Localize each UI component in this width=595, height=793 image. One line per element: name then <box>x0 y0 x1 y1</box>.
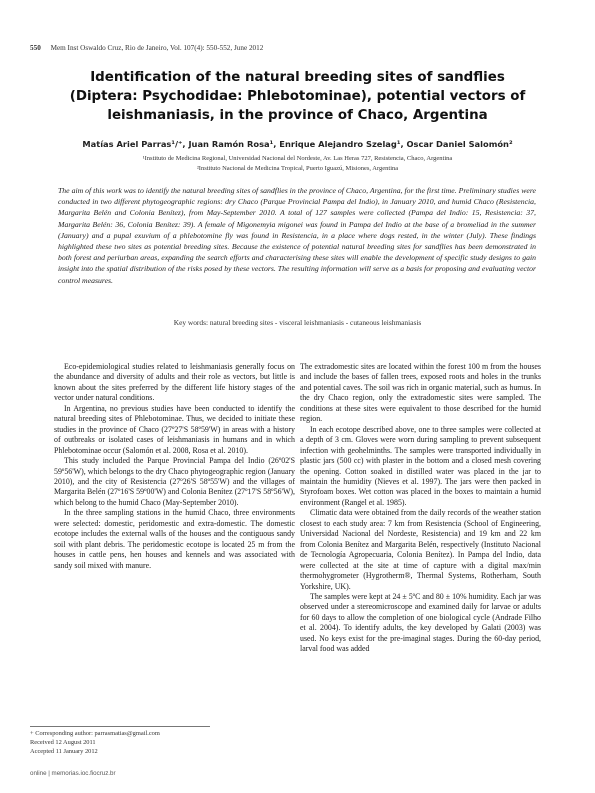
abstract: The aim of this work was to identify the natural breeding sites of sandflies in the province of Chaco, Argentina, for the first time. Preliminary studies were conducted in two different phytogeographic regions: dry Chaco (Parque Provincial Pampa del Indio), in January 2010, and humid Chaco (Resistencia, Margarita Belén and Colonia Benítez), from May-September 2010. A total of 127 samples were collected (Pampa del Indio: 15, Resistencia: 37, Margarita Belén: 36, Colonia Benítez: 39). A female of Migonemyia migonei was found in Pampa del Indio at the base of a bromeliad in the summer (January) and a pupal exuvium of a phlebotomine fly was found in Resistencia, in a place where dogs rested, in the winter (July). These findings highlighted these two sites as potential breeding sites. Because the existence of potential natural breeding sites for sandflies has been demonstrated in both forest and periurban areas, expanding the search efforts and characterising these sites will enable the development of specific study designs to gain insight into the spatial distribution of the risks posed by these vectors. The resulting information will serve as a basis for proposing and evaluating vector control measures. <box>58 186 536 285</box>
page-footer: online | memorias.ioc.fiocruz.br <box>30 770 116 777</box>
paragraph: This study included the Parque Provincial Pampa del Indio (26º02'S 59º56'W), which belongs to the dry Chaco phytogeographic region (January 2010), and the city of Resistencia (27º26'S 58º55'W) and the villages of Margarita Belén (27º16'S 59º00'W) and Colonia Benítez (27º17'S 58º56'W), which belong to the humid Chaco (May-September 2010). <box>54 456 295 507</box>
footnote-divider <box>30 726 210 727</box>
paragraph: In the three sampling stations in the humid Chaco, three environments were selected: domestic, peridomestic and extra-domestic. The domestic ecotope includes the external walls of the houses and the contiguous sandy soil with plant debris. The peridomestic ecotope is located 25 m from the houses in cattle pens, hen houses and kennels and was associated with sandy soil mixed with manure. <box>54 508 295 570</box>
received-date: Received 12 August 2011 <box>30 739 96 746</box>
running-header <box>30 44 263 52</box>
paragraph: In each ecotope described above, one to three samples were collected at a depth of 3 cm. Gloves were worn during sampling to prevent subsequent infection with geohelminths. The samples were transported individually in plastic jars (500 cc) with plaster in the bottom and a closed mesh covering the opening. Cotton soaked in distilled water was placed in the jar to maintain the humidity (Nieves et al. 1997). The jars were then packed in Styrofoam boxes. Wet cotton was placed in the boxes to maintain a humid environment (Rangel et al. 1985). <box>300 424 541 507</box>
article-title: Identification of the natural breeding sites of sandflies (Diptera: Psychodidae: Phlebotominae), potential vectors of leishmaniasis, in the province of Chaco, Argentina <box>69 70 526 123</box>
paragraph: The samples were kept at 24 ± 5ºC and 80 ± 10% humidity. Each jar was observed under a stereomicroscope and examined daily for larvae or adults for 60 days to allow the completion of one biological cycle (Andrade Filho et al. 2004). To identify adults, the key developed by Galati (2003) was used. No keys exist for the pre-imaginal stages. During the 60-day period, larval food was added <box>300 591 541 654</box>
journal-citation: Mem Inst Oswaldo Cruz, Rio de Janeiro, Vol. 107(4): 550-552, June 2012 <box>50 44 264 52</box>
keywords: Key words: natural breeding sites - visceral leishmaniasis - cutaneous leishmaniasis <box>173 318 422 327</box>
footnotes <box>30 729 160 756</box>
body-column-right <box>300 362 541 655</box>
corresponding-author: + Corresponding author: parrasmatias@gmail.com <box>30 730 160 737</box>
paragraph: Eco-epidemiological studies related to leishmaniasis generally focus on the abundance and diversity of adults and their role as vectors, but little is known about the sites preferred by the different life history stages of the vector under natural conditions. <box>54 362 295 403</box>
paragraph: Climatic data were obtained from the daily records of the weather station closest to each study area: 7 km from Resistencia (School of Engineering, Universidad Nacional del Nordeste, Resistencia) and 19 km and 22 km from Colonia Benítez and Margarita Belén, respectively (Instituto Nacional de Tecnología Agropecuaria, Colonia Benítez). In Pampa del Indio, data were collected at the site at time of capture with a digital max/min thermohygrometer (Hygrotherm®, Thermal Systems, Rotherham, South Yorkshire, UK). <box>300 508 541 591</box>
affiliation-1: ¹Instituto de Medicina Regional, Universidad Nacional del Nordeste, Av. Las Heras 727, Resistencia, Chaco, Argentina <box>142 155 453 162</box>
paragraph: The extradomestic sites are located within the forest 100 m from the houses and include the bases of fallen trees, exposed roots and holes in the trunks and potential caves. The soil was rich in organic material, such as humus. In the dry Chaco region, only the extradomestic sites were sampled. The conditions at these sites were equivalent to those described for the humid region. <box>300 362 541 424</box>
author-list: Matías Ariel Parras¹/⁺, Juan Ramón Rosa¹, Enrique Alejandro Szelag¹, Oscar Daniel Salomón² <box>82 139 513 149</box>
body-column-left <box>54 362 295 571</box>
affiliation-2: ²Instituto Nacional de Medicina Tropical, Puerto Iguazú, Misiones, Argentina <box>196 165 399 172</box>
accepted-date: Accepted 11 January 2012 <box>30 748 98 755</box>
page-number: 550 <box>30 44 41 52</box>
paragraph: In Argentina, no previous studies have been conducted to identify the natural breeding sites of Phlebotominae. Thus, we decided to initiate these studies in the province of Chaco (27º27'S 58º59'W) in areas with a history of outbreaks or isolated cases of leishmaniasis in humans and in which Phlebotominae occur (Salomón et al. 2008, Rosa et al. 2010). <box>54 403 295 455</box>
